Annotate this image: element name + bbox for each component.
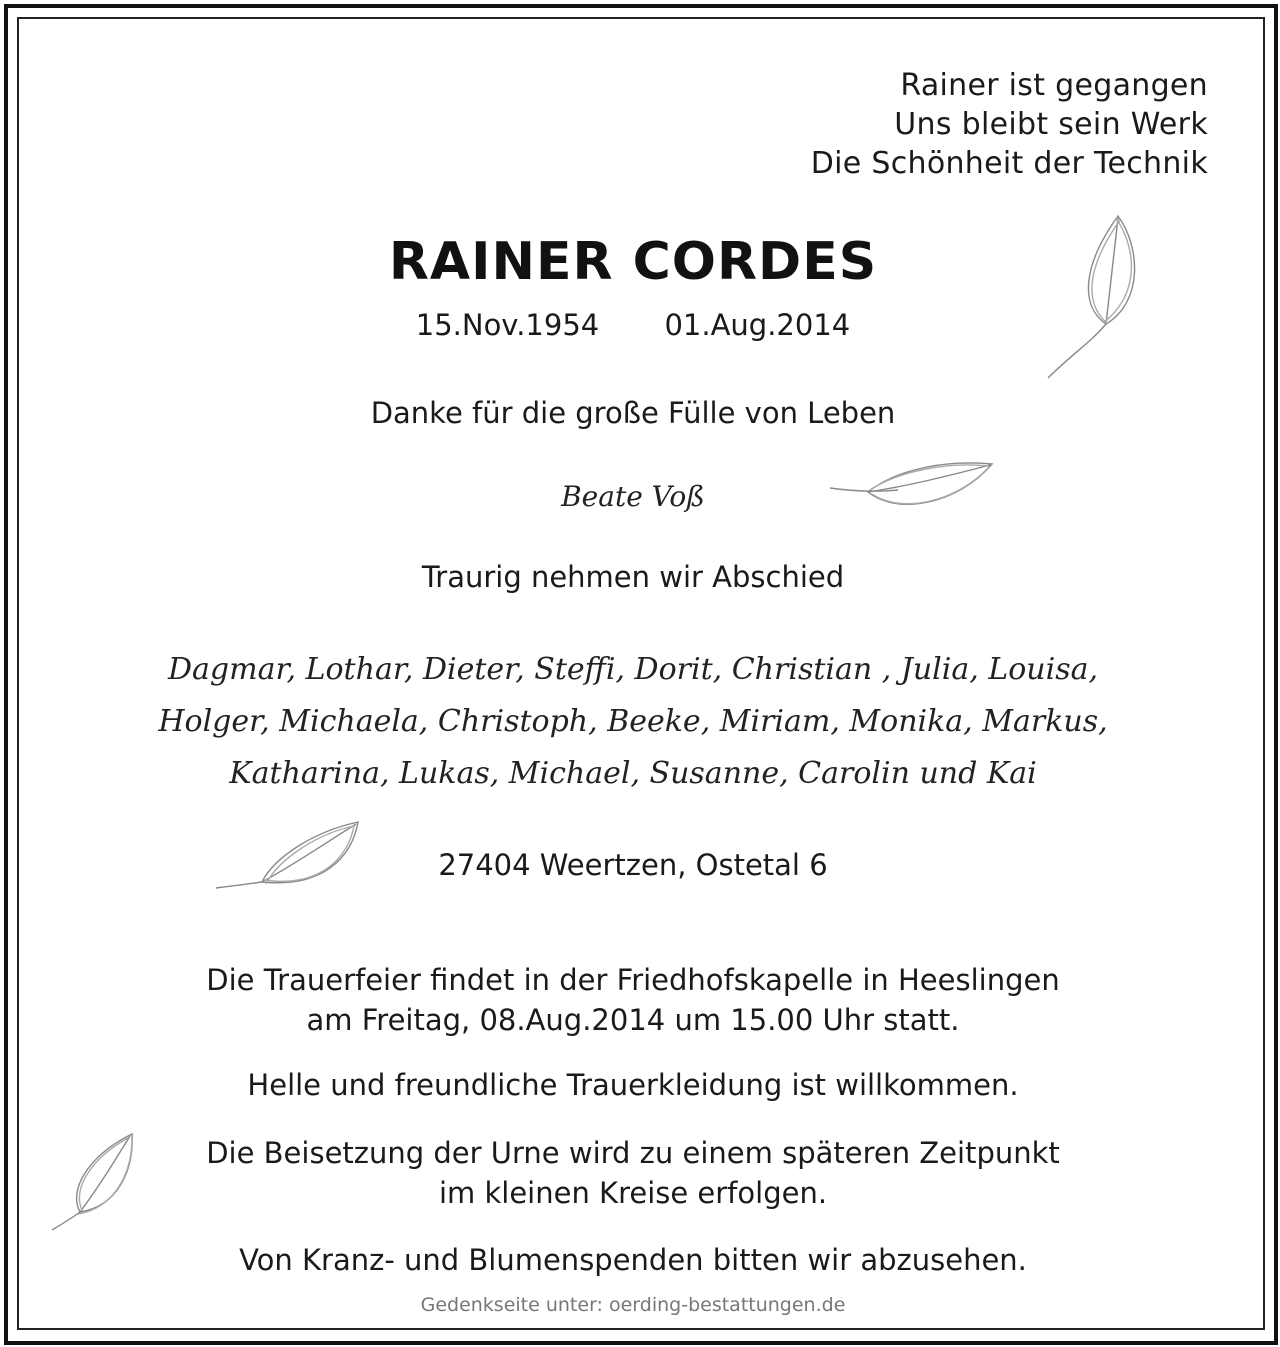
address: 27404 Weertzen, Ostetal 6 (438, 848, 828, 882)
deceased-name: RAINER CORDES (388, 232, 878, 292)
birth-date: 15.Nov.1954 (415, 308, 600, 342)
leaf-icon (48, 1130, 138, 1234)
ceremony-line: Die Trauerfeier findet in der Friedhofskapelle in Heeslingen (206, 963, 1060, 997)
flowers-note (0, 1240, 1266, 1280)
motto-line: Rainer ist gegangen (900, 68, 1208, 103)
flowers-note-text: Von Kranz- und Blumenspenden bitten wir abzusehen. (239, 1243, 1027, 1277)
ceremony-info (0, 960, 1266, 1040)
burial-line: Die Beisetzung der Urne wird zu einem späteren Zeitpunkt (206, 1136, 1060, 1170)
leaf-icon (1040, 206, 1150, 386)
burial-line: im kleinen Kreise erfolgen. (438, 1176, 828, 1210)
motto-line: Uns bleibt sein Werk (894, 107, 1208, 142)
motto-line: Die Schönheit der Technik (810, 146, 1208, 181)
leaf-icon (828, 458, 998, 520)
death-date: 01.Aug.2014 (664, 308, 851, 342)
names-line: Dagmar, Lothar, Dieter, Steffi, Dorit, Christian , Julia, Louisa, (167, 652, 1099, 687)
ceremony-line: am Freitag, 08.Aug.2014 um 15.00 Uhr statt. (306, 1003, 960, 1037)
dress-note (0, 1065, 1266, 1105)
burial-info (0, 1133, 1266, 1213)
motto (811, 66, 1208, 183)
memorial-page-link[interactable]: Gedenkseite unter: oerding-bestattungen.de (420, 1294, 846, 1316)
dress-note-text: Helle und freundliche Trauerkleidung ist willkommen. (247, 1068, 1019, 1102)
farewell-text: Traurig nehmen wir Abschied (421, 560, 845, 594)
mourners-names (0, 644, 1266, 800)
names-line: Holger, Michaela, Christoph, Beeke, Miriam, Monika, Markus, (158, 704, 1108, 739)
thanks-text: Danke für die große Fülle von Leben (370, 396, 896, 430)
signature: Beate Voß (561, 480, 705, 513)
leaf-icon (212, 818, 364, 898)
names-line: Katharina, Lukas, Michael, Susanne, Carolin und Kai (229, 756, 1037, 791)
